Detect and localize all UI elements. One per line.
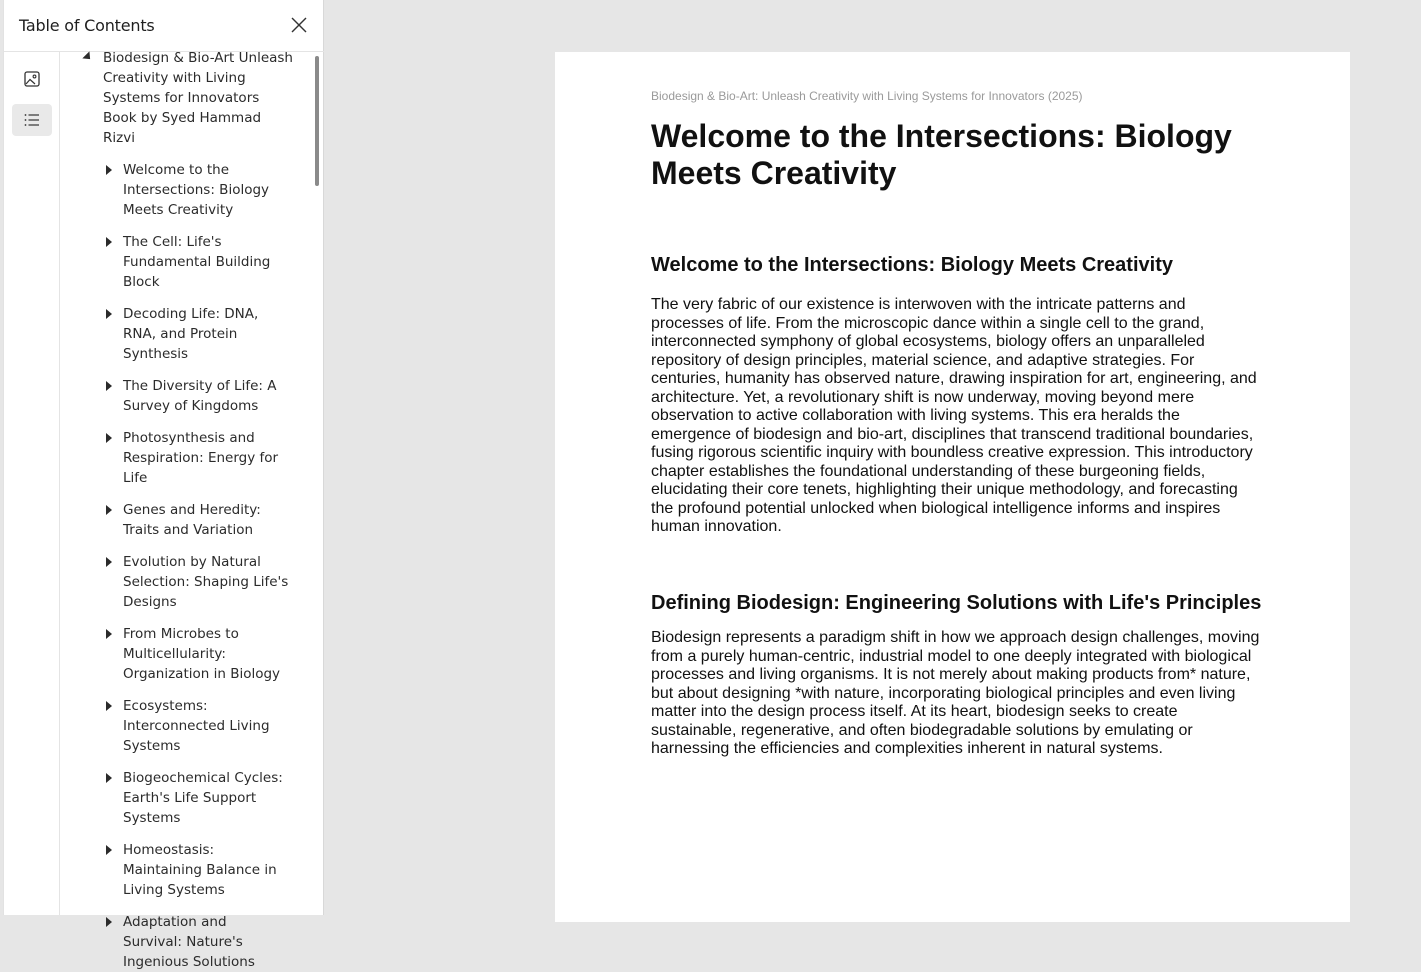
toc-chapter-label: The Cell: Life's Fundamental Building Block [123,234,271,290]
collapsed-arrow-icon[interactable] [106,701,112,711]
collapsed-arrow-icon[interactable] [106,237,112,247]
toc-chapter-item[interactable] [61,912,301,972]
toc-chapter-label: The Diversity of Life: A Survey of Kingdoms [123,378,277,414]
collapsed-arrow-icon[interactable] [106,773,112,783]
images-button[interactable] [12,63,52,95]
toc-tree [61,50,324,970]
collapsed-arrow-icon[interactable] [106,309,112,319]
toc-chapter-item[interactable] [61,376,301,416]
image-icon [23,70,41,88]
toc-chapter-label: Homeostasis: Maintaining Balance in Living Systems [123,842,277,898]
section-heading: Welcome to the Intersections: Biology Meets Creativity [651,254,1173,276]
section-body: Biodesign represents a paradigm shift in how we approach design challenges, moving from a purely human-centric, industrial model to one deeply integrated with biological processes and living organisms. It is not merely about making products from* nature, but about designing *with nature, incorporating biological principles and even living matter into the design process itself. At its heart, biodesign seeks to create sustainable, regenerative, and often biodegradable solutions by emulating or harnessing the efficiencies and complexities inherent in natural systems. [651,629,1260,757]
toc-chapter-label: Photosynthesis and Respiration: Energy for Life [123,430,279,486]
close-icon[interactable] [288,14,310,36]
toc-chapter-label: Ecosystems: Interconnected Living Systems [123,698,270,754]
toc-chapter-label: Evolution by Natural Selection: Shaping Life's Designs [123,554,289,610]
chapter-title: Welcome to the Intersections: Biology Meets Creativity [651,118,1232,191]
toc-chapter-label: From Microbes to Multicellularity: Organization in Biology [123,626,281,682]
toc-chapter-item[interactable] [61,500,301,540]
toc-list [61,52,301,972]
toc-chapter-label: Adaptation and Survival: Nature's Ingenious Solutions [123,914,255,970]
toc-header [4,0,324,52]
collapsed-arrow-icon[interactable] [106,165,112,175]
running-head: Biodesign & Bio-Art: Unleash Creativity with Living Systems for Innovators (2025) [651,89,1083,103]
toc-title: Table of Contents [19,16,155,35]
collapsed-arrow-icon[interactable] [106,629,112,639]
toc-root-label: Biodesign & Bio-Art Unleash Creativity with Living Systems for Innovators Book by Syed Hammad Rizvi [103,50,293,146]
document-page [555,52,1350,922]
toc-root-entry[interactable] [61,48,301,148]
toc-button[interactable] [12,104,52,136]
toc-chapter-label: Welcome to the Intersections: Biology Meets Creativity [123,162,270,218]
collapsed-arrow-icon[interactable] [106,433,112,443]
toc-rail [4,52,60,915]
collapsed-arrow-icon[interactable] [106,917,112,927]
toc-panel [3,0,324,970]
toc-chapter-item[interactable] [61,304,301,364]
toc-chapter-item[interactable] [61,624,301,684]
toc-chapter-item[interactable] [61,696,301,756]
scrollbar-thumb[interactable] [315,56,319,186]
toc-chapter-item[interactable] [61,160,301,220]
toc-chapter-item[interactable] [61,552,301,612]
toc-chapter-item[interactable] [61,840,301,900]
list-icon [23,111,41,129]
collapsed-arrow-icon[interactable] [106,557,112,567]
toc-chapter-item[interactable] [61,428,301,488]
section-heading: Defining Biodesign: Engineering Solutions with Life's Principles [651,592,1262,614]
toc-chapter-item[interactable] [61,232,301,292]
section-body: The very fabric of our existence is interwoven with the intricate patterns and processes of life. From the microscopic dance within a single cell to the grand, interconnected symphony of global ecosystems, biology offers an unparalleled repository of design principles, material science, and adaptive strategies. For centuries, humanity has observed nature, drawing inspiration for art, engineering, and architecture. Yet, a revolutionary shift is now underway, moving beyond mere observation to active collaboration with living systems. This era heralds the emergence of biodesign and bio-art, disciplines that transcend traditional boundaries, fusing rigorous scientific inquiry with boundless creative expression. This introductory chapter establishes the foundational understanding of these burgeoning fields, elucidating their core tenets, highlighting their unique methodology, and forecasting the profound potential unlocked when biological intelligence informs and inspires human innovation. [651,296,1257,535]
collapsed-arrow-icon[interactable] [106,505,112,515]
toc-chapter-label: Biogeochemical Cycles: Earth's Life Support Systems [123,770,283,826]
toc-chapter-item[interactable] [61,768,301,828]
toc-chapter-label: Decoding Life: DNA, RNA, and Protein Synthesis [123,306,259,362]
collapsed-arrow-icon[interactable] [106,845,112,855]
toc-chapter-label: Genes and Heredity: Traits and Variation [123,502,261,538]
collapsed-arrow-icon[interactable] [106,381,112,391]
expanded-arrow-icon[interactable] [82,51,93,62]
